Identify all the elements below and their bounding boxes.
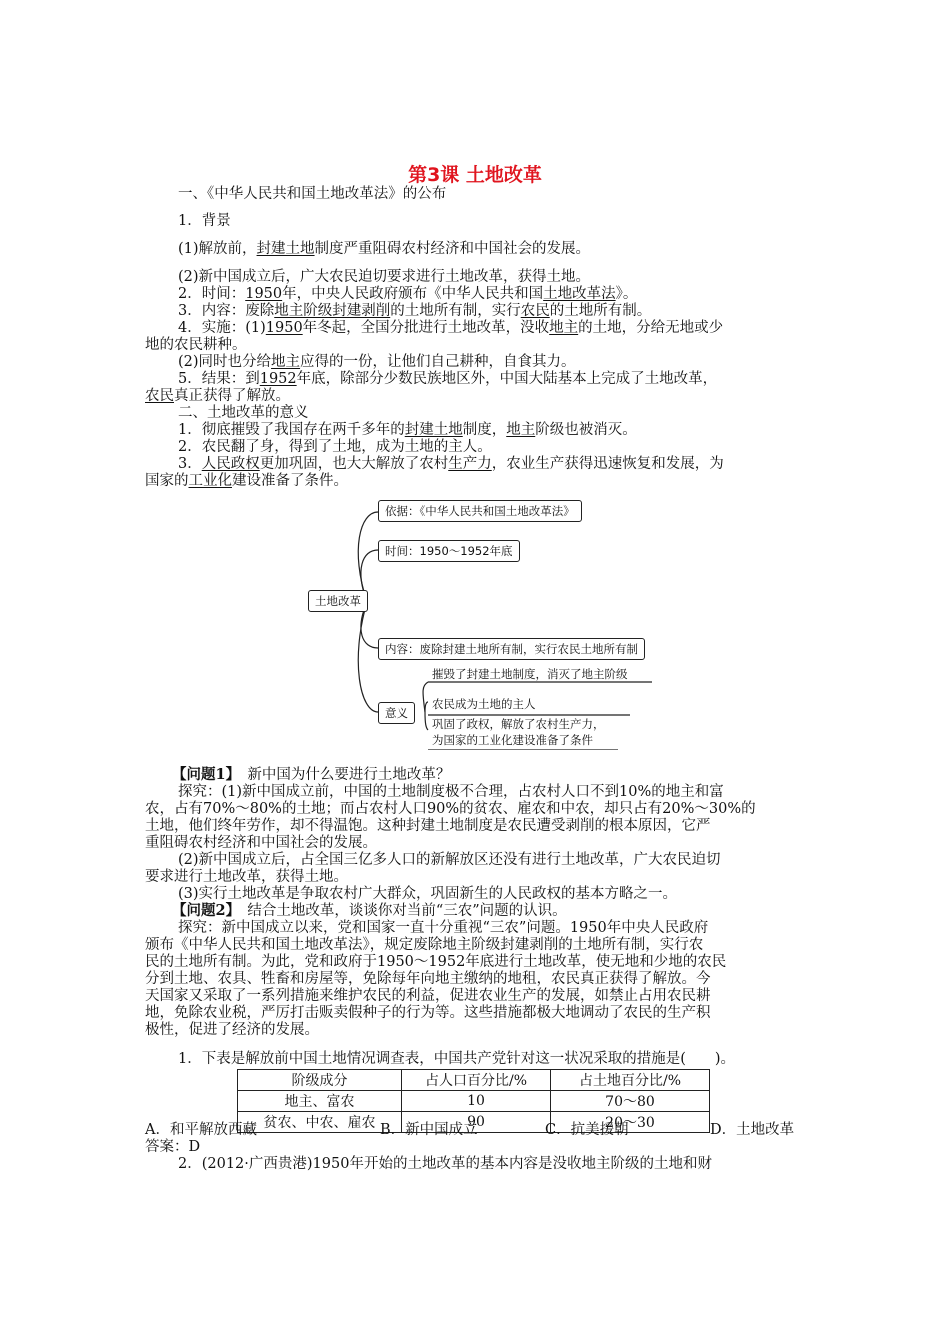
mind-map-center: 土地改革: [308, 590, 368, 612]
table-header: 占土地百分比/%: [551, 1070, 710, 1091]
table-cell: 90: [402, 1112, 551, 1133]
content-line: 3．内容：废除地主阶级封建剥削的土地所有制，实行农民的土地所有制。: [178, 303, 652, 319]
q2-answer-line: 极性，促进了经济的发展。: [145, 1022, 319, 1038]
table-cell: 贫农、中农、雇农: [238, 1112, 402, 1133]
q1-answer-line: 农，占有70%～80%的土地；而占农村人口90%的贫农、雇农和中农，却只占有20%～30%的: [145, 801, 756, 817]
q2-answer-line: 颁布《中华人民共和国土地改革法》，规定废除地主阶级封建剥削的土地所有制，实行农: [145, 937, 704, 953]
q1-answer-line: 探究：(1)新中国成立前，中国的土地制度极不合理，占农村人口不到10%的地主和富: [178, 784, 724, 800]
table-cell: 70～80: [551, 1091, 710, 1112]
table-header: 阶级成分: [238, 1070, 402, 1091]
q1-answer-line: (3)实行土地改革是争取农村广大群众，巩固新生的人民政权的基本方略之一。: [178, 886, 678, 902]
option-b: B．新中国成立: [380, 1122, 478, 1138]
q1-answer-line: 土地，他们终年劳作，却不得温饱。这种封建土地制度是农民遭受剥削的根本原因，它严: [145, 818, 711, 834]
mind-map-meaning-item: 为国家的工业化建设准备了条件: [432, 733, 593, 747]
exercise2-stem: 2．(2012·广西贵港)1950年开始的土地改革的基本内容是没收地主阶级的土地和财: [178, 1156, 712, 1172]
mind-map-content: 内容：废除封建土地所有制，实行农民土地所有制: [378, 638, 645, 660]
exercise1-answer: 答案：D: [145, 1139, 201, 1155]
exercise1-stem: 1．下表是解放前中国土地情况调查表，中国共产党针对这一状况采取的措施是( )。: [178, 1051, 736, 1067]
q1-answer-line: 重阻碍农村经济和中国社会的发展。: [145, 835, 377, 851]
background-item-2: (2)新中国成立后，广大农民迫切要求进行土地改革，获得土地。: [178, 269, 591, 285]
result-line-cont: 农民真正获得了解放。: [145, 388, 290, 404]
q1-answer-line: (2)新中国成立后，占全国三亿多人口的新解放区还没有进行土地改革，广大农民迫切: [178, 852, 721, 868]
meaning-item-1: 1．彻底摧毁了我国存在两千多年的封建土地制度，地主阶级也被消灭。: [178, 422, 637, 438]
option-a: A．和平解放西藏: [145, 1122, 257, 1138]
implementation-line: 4．实施：(1)1950年冬起，全国分批进行土地改革，没收地主的土地，分给无地或少: [178, 320, 724, 336]
implementation-line-2: (2)同时也分给地主应得的一份，让他们自己耕种，自食其力。: [178, 354, 576, 370]
mind-map: [300, 490, 680, 750]
mind-map-basis: 依据：《中华人民共和国土地改革法》: [378, 500, 582, 522]
table-header-row: [238, 1070, 710, 1091]
page-title: 第3课 土地改革: [408, 164, 542, 186]
time-line: 2．时间：1950年，中央人民政府颁布《中华人民共和国土地改革法》。: [178, 286, 638, 302]
background-label: 1．背景: [178, 213, 231, 229]
q2-answer-line: 天国家又采取了一系列措施来维护农民的利益，促进农业生产的发展，如禁止占用农民耕: [145, 988, 711, 1004]
table-cell: 20～30: [551, 1112, 710, 1133]
question1: 【问题1】 新中国为什么要进行土地改革？: [172, 766, 451, 783]
mind-map-meaning: 意义: [378, 702, 415, 724]
implementation-line-cont: 地的农民耕种。: [145, 337, 247, 353]
q2-answer-line: 地，免除农业税，严厉打击贩卖假种子的行为等。这些措施都极大地调动了农民的生产积: [145, 1005, 711, 1021]
option-c: C．抗美援朝: [545, 1122, 629, 1138]
table-header: 占人口百分比/%: [402, 1070, 551, 1091]
section1-heading: 一、《中华人民共和国土地改革法》的公布: [178, 186, 447, 202]
table-cell: 地主、富农: [238, 1091, 402, 1112]
mind-map-meaning-item: 巩固了政权，解放了农村生产力，: [432, 717, 605, 731]
option-d: D．土地改革: [710, 1122, 795, 1138]
meaning-item-3: 3．人民政权更加巩固，也大大解放了农村生产力，农业生产获得迅速恢复和发展，为: [178, 456, 724, 472]
meaning-item-3-cont: 国家的工业化建设准备了条件。: [145, 473, 348, 489]
result-line: 5．结果：到1952年底，除部分少数民族地区外，中国大陆基本上完成了土地改革，: [178, 371, 718, 387]
table-cell: 10: [402, 1091, 551, 1112]
mind-map-time: 时间：1950～1952年底: [378, 540, 520, 562]
q2-answer-line: 分到土地、农具、牲畜和房屋等，免除每年向地主缴纳的地租，农民真正获得了解放。今: [145, 971, 711, 987]
q2-answer-line: 探究：新中国成立以来，党和国家一直十分重视“三农”问题。1950年中央人民政府: [178, 920, 709, 936]
section2-heading: 二、土地改革的意义: [178, 405, 309, 421]
table-row: [238, 1091, 710, 1112]
mind-map-meaning-item: 摧毁了封建土地制度，消灭了地主阶级: [432, 667, 628, 681]
meaning-item-2: 2．农民翻了身，得到了土地，成为土地的主人。: [178, 439, 492, 455]
background-item-1: (1)解放前，封建土地制度严重阻碍农村经济和中国社会的发展。: [178, 241, 591, 257]
mind-map-meaning-item: 农民成为土地的主人: [432, 697, 536, 711]
question2: 【问题2】 结合土地改革，谈谈你对当前“三农”问题的认识。: [172, 902, 567, 919]
q1-answer-line: 要求进行土地改革，获得土地。: [145, 869, 348, 885]
q2-answer-line: 民的土地所有制。为此，党和政府于1950～1952年底进行土地改革，使无地和少地的农民: [145, 954, 727, 970]
